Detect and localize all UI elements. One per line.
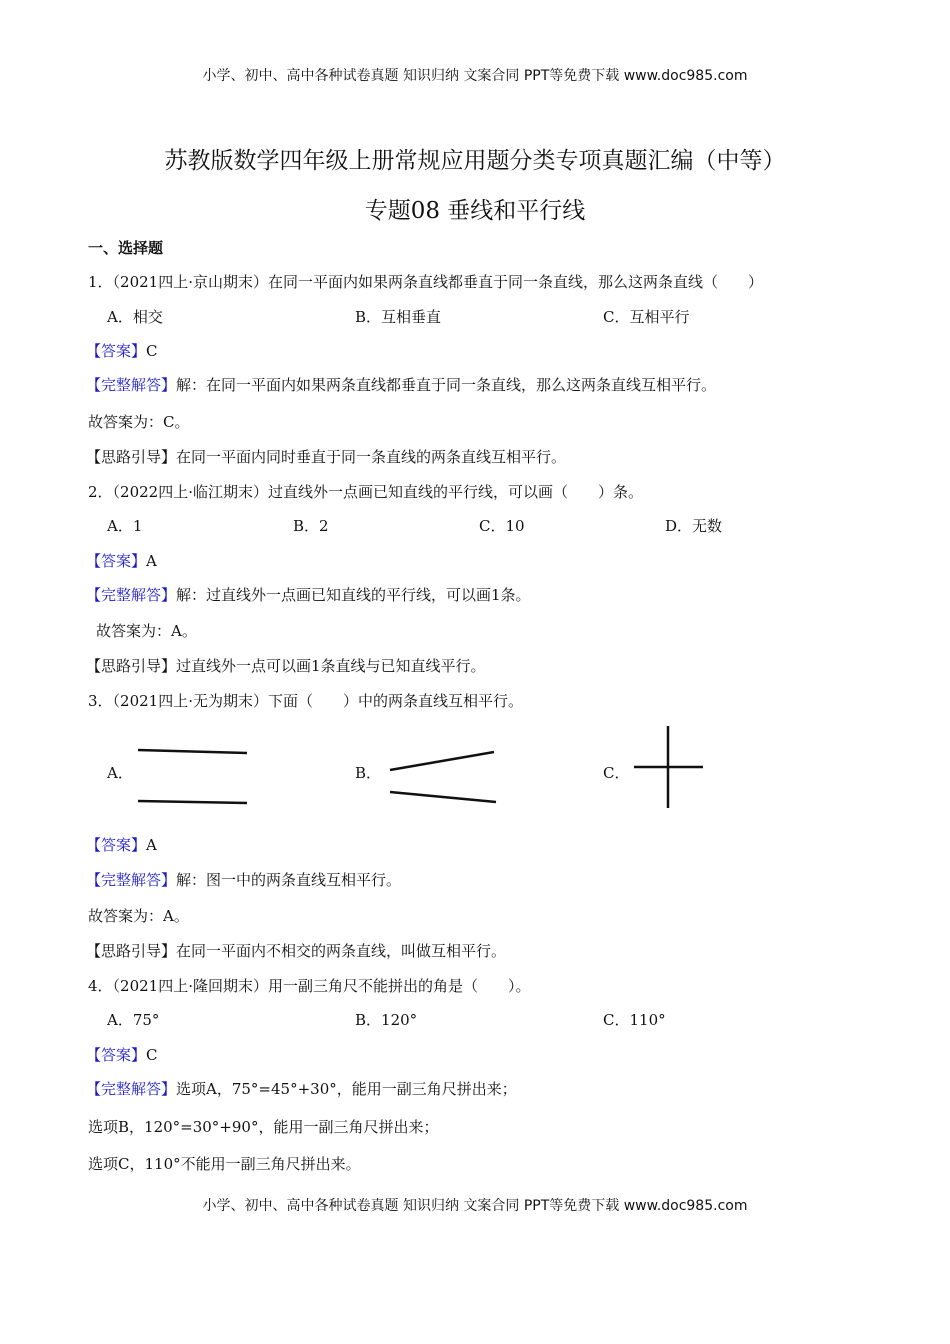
- explain-label: 【完整解答】: [86, 376, 177, 394]
- conclusion: 故答案为：A。: [96, 622, 197, 640]
- hint-text: 过直线外一点可以画1条直线与已知直线平行。: [176, 657, 486, 675]
- hint-label: 【思路引导】: [86, 657, 177, 675]
- explain-continued: 选项C，110°不能用一副三角尺拼出来。: [88, 1155, 361, 1173]
- option: B．互相垂直: [355, 308, 442, 326]
- option: C．10: [479, 517, 525, 535]
- page-footer: 小学、初中、高中各种试卷真题 知识归纳 文案合同 PPT等免费下载 www.doc985.com: [202, 1198, 748, 1214]
- option: A．75°: [107, 1011, 160, 1029]
- answer-label: 【答案】: [86, 836, 147, 854]
- explain-text: 选项A，75°=45°+30°，能用一副三角尺拼出来；: [176, 1080, 517, 1098]
- explain-text: 解：图一中的两条直线互相平行。: [176, 871, 402, 889]
- doc-title: 苏教版数学四年级上册常规应用题分类专项真题汇编（中等）: [164, 148, 786, 174]
- option: A．相交: [107, 308, 163, 326]
- explain-continued: 选项B，120°=30°+90°，能用一副三角尺拼出来；: [88, 1118, 439, 1136]
- hint-line: [86, 941, 506, 961]
- doc-subtitle: 专题08 垂线和平行线: [364, 198, 586, 224]
- option: C．互相平行: [603, 308, 690, 326]
- answer-label: 【答案】: [86, 342, 147, 360]
- hint-text: 在同一平面内同时垂直于同一条直线的两条直线互相平行。: [176, 448, 567, 466]
- question-stem: 2．（2022四上·临江期末）过直线外一点画已知直线的平行线，可以画（ ）条。: [88, 483, 643, 501]
- conclusion: 故答案为：C。: [88, 413, 190, 431]
- hint-line: [86, 656, 486, 676]
- explain-line: [86, 870, 401, 890]
- hint-label: 【思路引导】: [86, 942, 177, 960]
- option: C．: [603, 764, 630, 782]
- answer-value: C: [146, 342, 158, 360]
- answer-value: A: [146, 836, 157, 854]
- hint-label: 【思路引导】: [86, 448, 177, 466]
- explain-label: 【完整解答】: [86, 871, 177, 889]
- answer-label: 【答案】: [86, 1046, 147, 1064]
- answer-line: [86, 341, 158, 361]
- explain-line: [86, 1079, 517, 1099]
- answer-line: [86, 551, 157, 571]
- page-header: 小学、初中、高中各种试卷真题 知识归纳 文案合同 PPT等免费下载 www.doc985.com: [202, 68, 748, 84]
- option: B．120°: [355, 1011, 418, 1029]
- conclusion: 故答案为：A。: [88, 907, 189, 925]
- converging-lines-figure: [385, 740, 505, 815]
- question-stem: 3．（2021四上·无为期末）下面（ ）中的两条直线互相平行。: [88, 692, 523, 710]
- explain-text: 解：在同一平面内如果两条直线都垂直于同一条直线，那么这两条直线互相平行。: [176, 376, 717, 394]
- option: C．110°: [603, 1011, 666, 1029]
- answer-label: 【答案】: [86, 552, 147, 570]
- option: B．: [355, 764, 382, 782]
- question-stem: 1．（2021四上·京山期末）在同一平面内如果两条直线都垂直于同一条直线，那么这两条直线（ ）: [88, 273, 763, 291]
- answer-value: A: [146, 552, 157, 570]
- explain-label: 【完整解答】: [86, 1080, 177, 1098]
- explain-line: [86, 585, 531, 605]
- parallel-lines-figure: [130, 740, 260, 815]
- section-heading: 一、选择题: [88, 239, 164, 257]
- perpendicular-lines-figure: [630, 722, 710, 812]
- answer-line: [86, 835, 157, 855]
- answer-value: C: [146, 1046, 158, 1064]
- option: A．1: [107, 517, 143, 535]
- option: A．: [107, 764, 133, 782]
- answer-line: [86, 1045, 158, 1065]
- hint-text: 在同一平面内不相交的两条直线，叫做互相平行。: [176, 942, 507, 960]
- question-stem: 4．（2021四上·隆回期末）用一副三角尺不能拼出的角是（ ）。: [88, 977, 531, 995]
- option: D．无数: [665, 517, 723, 535]
- option: B．2: [293, 517, 329, 535]
- explain-line: [86, 375, 716, 395]
- explain-text: 解：过直线外一点画已知直线的平行线，可以画1条。: [176, 586, 531, 604]
- hint-line: [86, 447, 566, 467]
- explain-label: 【完整解答】: [86, 586, 177, 604]
